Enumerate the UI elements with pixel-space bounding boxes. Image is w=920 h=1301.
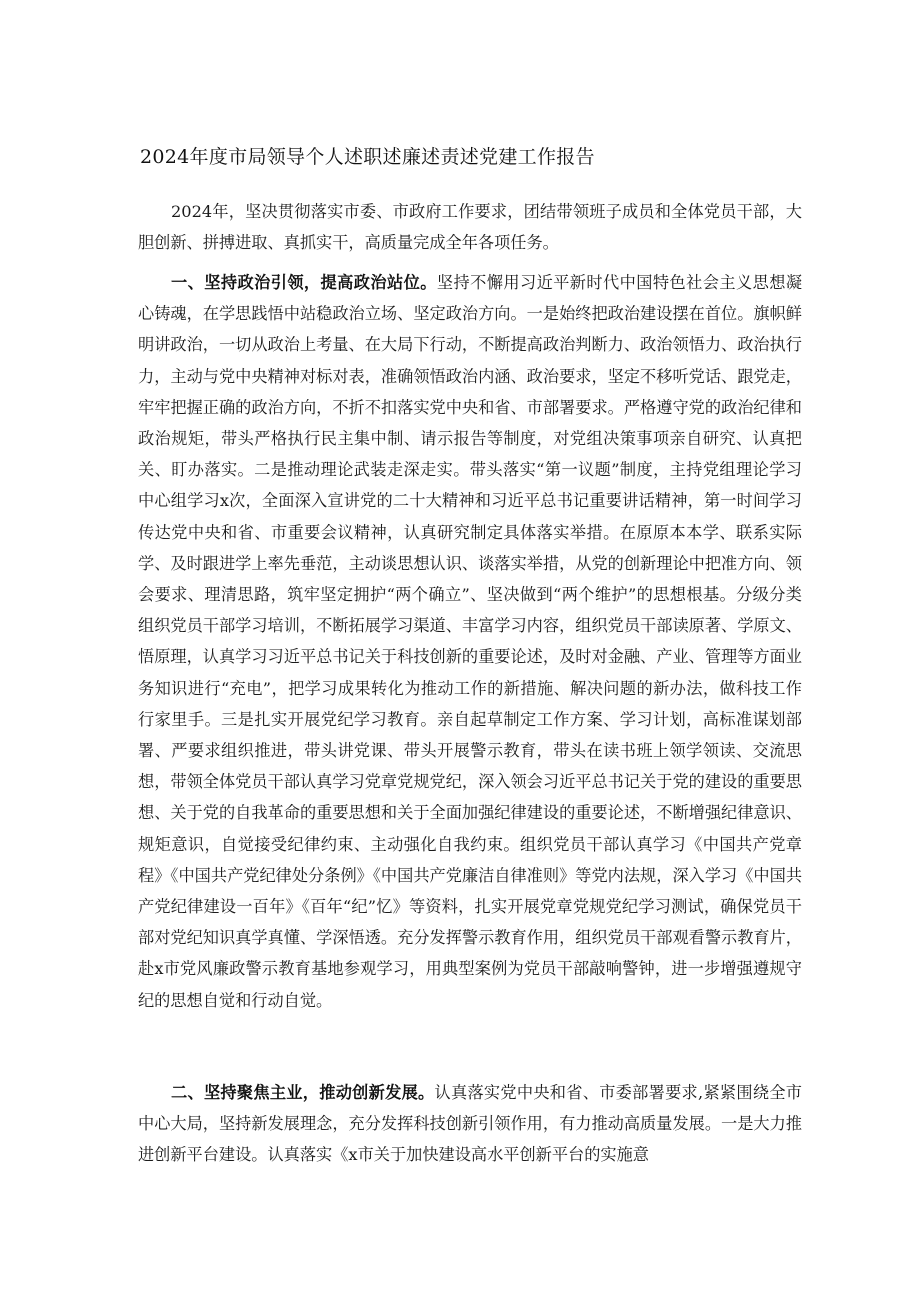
- section-two-paragraph: [138, 1077, 802, 1171]
- document-title: 2024年度市局领导个人述职述廉述责述党建工作报告: [140, 146, 595, 168]
- section-one-body: 坚持不懈用习近平新时代中国特色社会主义思想凝心铸魂，在学思践悟中站稳政治立场、坚定政治方向。一是始终把政治建设摆在首位。旗帜鲜明讲政治，一切从政治上考量、在大局下行动，不断提高政治判断力、政治领悟力、政治执行力，主动与党中央精神对标对表，准确领悟政治内涵、政治要求，坚定不移听党话、跟党走，牢牢把握正确的政治方向，不折不扣落实党中央和省、市部署要求。严格遵守党的政治纪律和政治规矩，带头严格执行民主集中制、请示报告等制度，对党组决策事项亲自研究、认真把关、盯办落实。二是推动理论武装走深走实。带头落实“第一议题”制度，主持党组理论学习中心组学习x次，全面深入宣讲党的二十大精神和习近平总书记重要讲话精神，第一时间学习传达党中央和省、市重要会议精神，认真研究制定具体落实举措。在原原本本学、联系实际学、及时跟进学上率先垂范，主动谈思想认识、谈落实举措，从党的创新理论中把准方向、领会要求、理清思路，筑牢坚定拥护“两个确立”、坚决做到“两个维护”的思想根基。分级分类组织党员干部学习培训，不断拓展学习渠道、丰富学习内容，组织党员干部读原著、学原文、悟原理，认真学习习近平总书记关于科技创新的重要论述，及时对金融、产业、管理等方面业务知识进行“充电”，把学习成果转化为推动工作的新措施、解决问题的新办法，做科技工作行家里手。三是扎实开展党纪学习教育。亲自起草制定工作方案、学习计划，高标准谋划部署、严要求组织推进，带头讲党课、带头开展警示教育，带头在读书班上领学领读、交流思想，带领全体党员干部认真学习党章党规党纪，深入领会习近平总书记关于党的建设的重要思想、关于党的自我革命的重要思想和关于全面加强纪律建设的重要论述，不断增强纪律意识、规矩意识，自觉接受纪律约束、主动强化自我约束。组织党员干部认真学习《中国共产党章程》《中国共产党纪律处分条例》《中国共产党廉洁自律准则》等党内法规，深入学习《中国共产党纪律建设一百年》《百年“纪”忆》等资料，扎实开展党章党规党纪学习测试，确保党员干部对党纪知识真学真懂、学深悟透。充分发挥警示教育作用，组织党员干部观看警示教育片，赴x市党风廉政警示教育基地参观学习，用典型案例为党员干部敲响警钟，进一步增强遵规守纪的思想自觉和行动自觉。: [138, 273, 803, 1010]
- section-one-heading: 一、坚持政治引领，提高政治站位。: [171, 273, 437, 292]
- section-one-paragraph: [138, 267, 802, 1016]
- section-two-heading: 二、坚持聚焦主业，推动创新发展。: [171, 1083, 435, 1102]
- intro-paragraph: 2024年，坚决贯彻落实市委、市政府工作要求，团结带领班子成员和全体党员干部，大胆创新、拼搏进取、真抓实干，高质量完成全年各项任务。: [138, 202, 802, 253]
- section-two-body: 认真落实党中央和省、市委部署要求,紧紧围绕全市中心大局，坚持新发展理念，充分发挥科技创新引领作用，有力推动高质量发展。一是大力推进创新平台建设。认真落实《x市关于加快建设高水平创新平台的实施意: [138, 1083, 802, 1165]
